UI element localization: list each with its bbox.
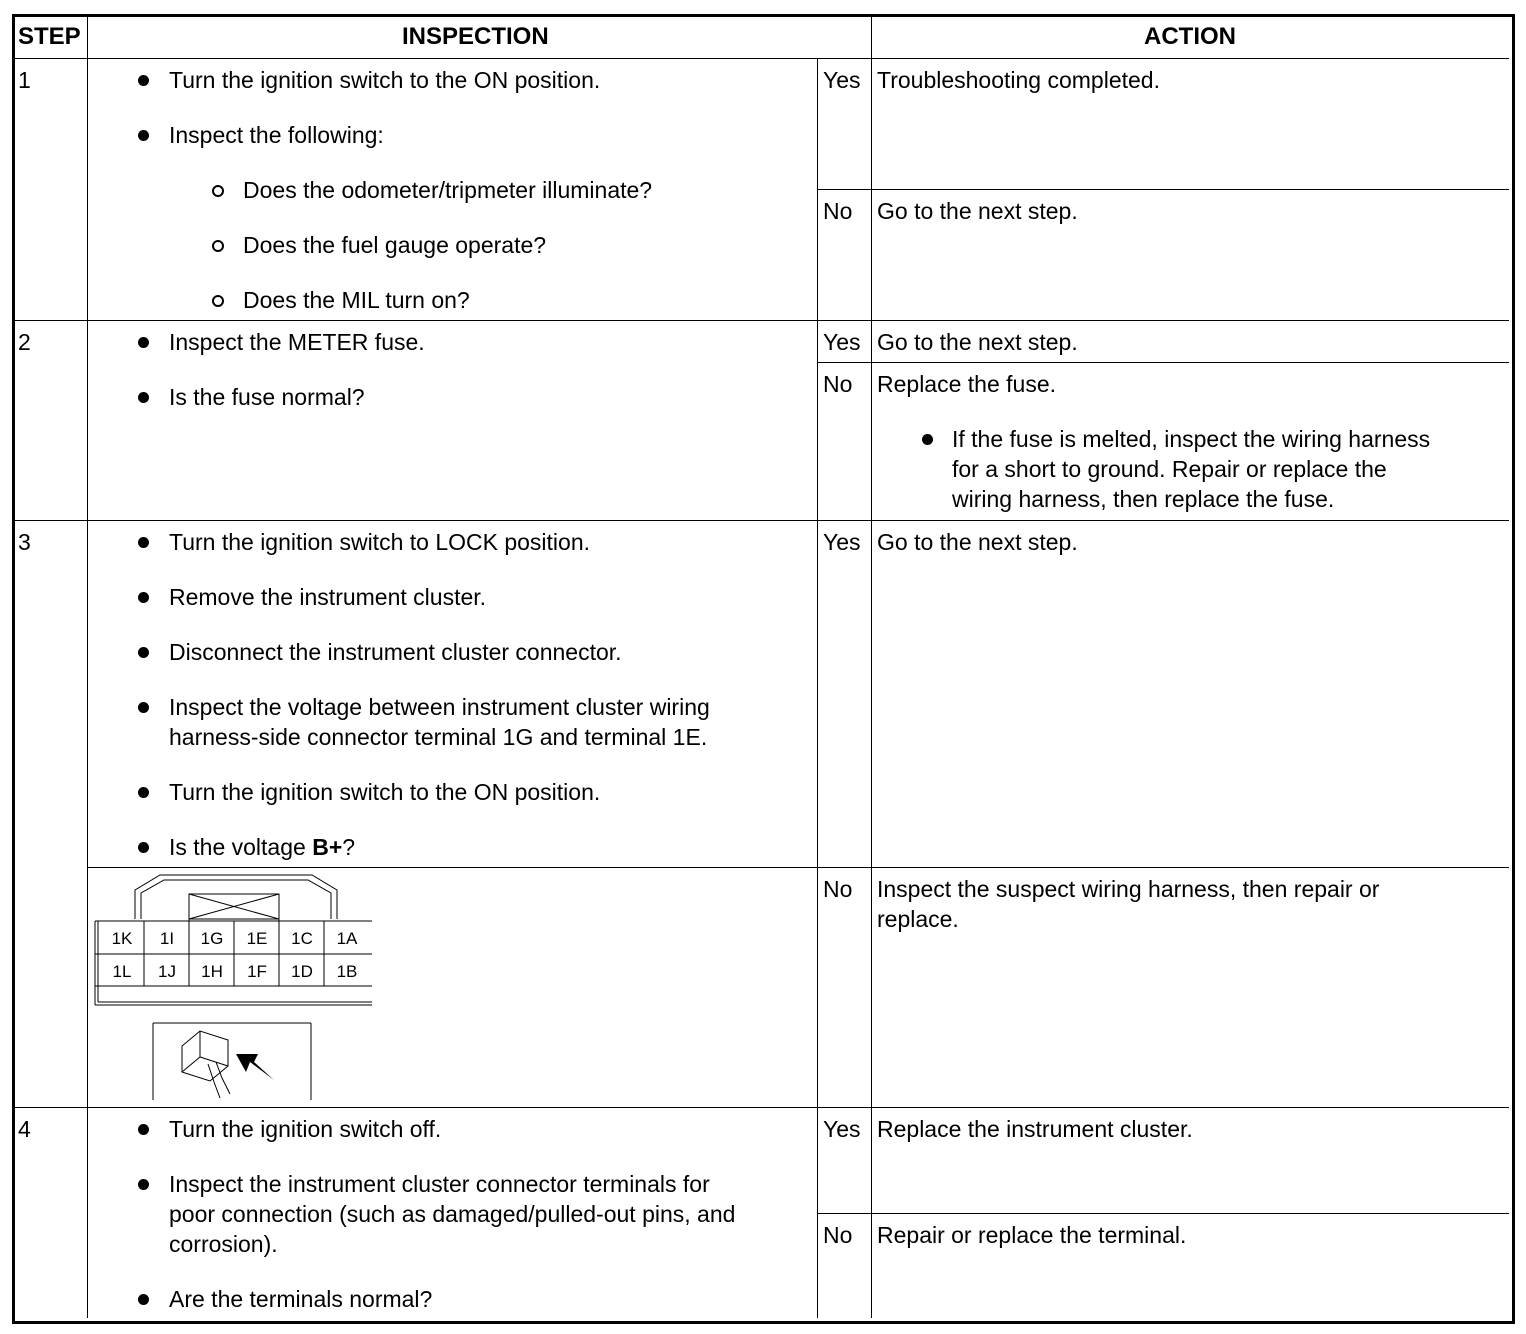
header-step: STEP bbox=[18, 23, 81, 50]
step4-inspection-2c: corrosion). bbox=[169, 1231, 278, 1257]
step3-yes-label: Yes bbox=[823, 529, 861, 555]
bullet-icon bbox=[138, 702, 149, 713]
step3-inspection-2: Remove the instrument cluster. bbox=[169, 584, 487, 610]
bullet-icon bbox=[138, 592, 149, 603]
terminal-label: 1A bbox=[336, 929, 358, 948]
row-divider-step4 bbox=[15, 1107, 1509, 1108]
step2-inspection-1: Inspect the METER fuse. bbox=[169, 329, 425, 355]
bullet-icon bbox=[138, 647, 149, 658]
step1-subitem-2: Does the fuel gauge operate? bbox=[243, 232, 547, 258]
step1-no-label: No bbox=[823, 198, 853, 224]
bullet-icon bbox=[922, 434, 933, 445]
step1-subitem-1: Does the odometer/tripmeter illuminate? bbox=[243, 177, 653, 203]
row-divider-step4-yesno bbox=[817, 1213, 1509, 1214]
step4-inspection-1: Turn the ignition switch off. bbox=[169, 1116, 442, 1142]
terminal-label: 1L bbox=[112, 962, 132, 981]
terminal-label: 1F bbox=[247, 962, 267, 981]
step4-yes-label: Yes bbox=[823, 1116, 861, 1142]
step2-no-note-line2: for a short to ground. Repair or replace the bbox=[952, 456, 1387, 482]
terminal-label: 1J bbox=[158, 962, 176, 981]
row-divider-step2-yesno bbox=[817, 362, 1509, 363]
header-action: ACTION bbox=[1144, 23, 1236, 50]
step3-inspection-4a: Inspect the voltage between instrument cluster wiring bbox=[169, 694, 710, 720]
bullet-icon bbox=[138, 392, 149, 403]
bullet-icon bbox=[138, 1294, 149, 1305]
terminal-label: 1D bbox=[291, 962, 313, 981]
terminal-label: 1K bbox=[111, 929, 133, 948]
step4-no-action: Repair or replace the terminal. bbox=[877, 1222, 1187, 1248]
step-number-2: 2 bbox=[18, 329, 31, 355]
bullet-icon bbox=[138, 537, 149, 548]
step1-yes-label: Yes bbox=[823, 67, 861, 93]
step1-subitem-3: Does the MIL turn on? bbox=[243, 287, 470, 313]
question-prefix: Is the voltage bbox=[169, 834, 313, 860]
step2-yes-action: Go to the next step. bbox=[877, 329, 1078, 355]
step3-yes-action: Go to the next step. bbox=[877, 529, 1078, 555]
step3-no-label: No bbox=[823, 876, 853, 902]
header-divider bbox=[15, 58, 1509, 59]
step4-inspection-3: Are the terminals normal? bbox=[169, 1286, 433, 1312]
step3-inspection-4b: harness-side connector terminal 1G and terminal 1E. bbox=[169, 724, 708, 750]
step2-inspection-2: Is the fuse normal? bbox=[169, 384, 365, 410]
row-divider-step1-yesno bbox=[817, 189, 1509, 190]
column-divider-step bbox=[87, 17, 88, 1318]
step3-no-action-line1: Inspect the suspect wiring harness, then repair or bbox=[877, 876, 1380, 902]
step1-no-action: Go to the next step. bbox=[877, 198, 1078, 224]
bullet-icon bbox=[138, 130, 149, 141]
question-suffix: ? bbox=[342, 834, 356, 860]
header-inspection: INSPECTION bbox=[402, 23, 549, 50]
step2-yes-label: Yes bbox=[823, 329, 861, 355]
step4-yes-action: Replace the instrument cluster. bbox=[877, 1116, 1193, 1142]
arrow-icon bbox=[236, 1054, 274, 1080]
step1-inspection-1: Turn the ignition switch to the ON position. bbox=[169, 67, 601, 93]
bullet-icon bbox=[138, 75, 149, 86]
step-number-4: 4 bbox=[18, 1116, 31, 1142]
sub-bullet-icon bbox=[212, 185, 224, 197]
bullet-icon bbox=[138, 1179, 149, 1190]
step-number-3: 3 bbox=[18, 529, 31, 555]
step3-no-action-line2: replace. bbox=[877, 906, 959, 932]
terminal-label: 1G bbox=[200, 929, 224, 948]
column-divider-action bbox=[871, 17, 872, 1318]
terminal-label: 1I bbox=[159, 929, 175, 948]
connector-diagram-svg bbox=[90, 868, 380, 1104]
step2-no-label: No bbox=[823, 371, 853, 397]
step3-inspection-1: Turn the ignition switch to LOCK position. bbox=[169, 529, 591, 555]
step3-inspection-5: Turn the ignition switch to the ON position. bbox=[169, 779, 601, 805]
sub-bullet-icon bbox=[212, 240, 224, 252]
terminal-label: 1E bbox=[246, 929, 268, 948]
step4-no-label: No bbox=[823, 1222, 853, 1248]
terminal-label: 1B bbox=[336, 962, 358, 981]
terminal-label: 1C bbox=[291, 929, 313, 948]
bullet-icon bbox=[138, 787, 149, 798]
step2-no-note-line3: wiring harness, then replace the fuse. bbox=[952, 486, 1335, 512]
bullet-icon bbox=[138, 842, 149, 853]
column-divider-yesno bbox=[817, 58, 818, 1318]
bullet-icon bbox=[138, 1124, 149, 1135]
step4-inspection-2b: poor connection (such as damaged/pulled-out pins, and bbox=[169, 1201, 736, 1227]
step4-inspection-2a: Inspect the instrument cluster connector terminals for bbox=[169, 1171, 710, 1197]
step1-yes-action: Troubleshooting completed. bbox=[877, 67, 1160, 93]
step2-no-action: Replace the fuse. bbox=[877, 371, 1057, 397]
row-divider-step3 bbox=[15, 520, 1509, 521]
terminal-label: 1H bbox=[201, 962, 223, 981]
step1-inspection-2: Inspect the following: bbox=[169, 122, 384, 148]
step-number-1: 1 bbox=[18, 67, 31, 93]
step3-inspection-3: Disconnect the instrument cluster connector. bbox=[169, 639, 622, 665]
question-bold: B+ bbox=[312, 834, 343, 860]
step2-no-note-line1: If the fuse is melted, inspect the wiring harness bbox=[952, 426, 1431, 452]
connector-diagram bbox=[90, 868, 380, 1104]
sub-bullet-icon bbox=[212, 295, 224, 307]
row-divider-step2 bbox=[15, 320, 1509, 321]
bullet-icon bbox=[138, 337, 149, 348]
step3-question bbox=[169, 832, 355, 862]
